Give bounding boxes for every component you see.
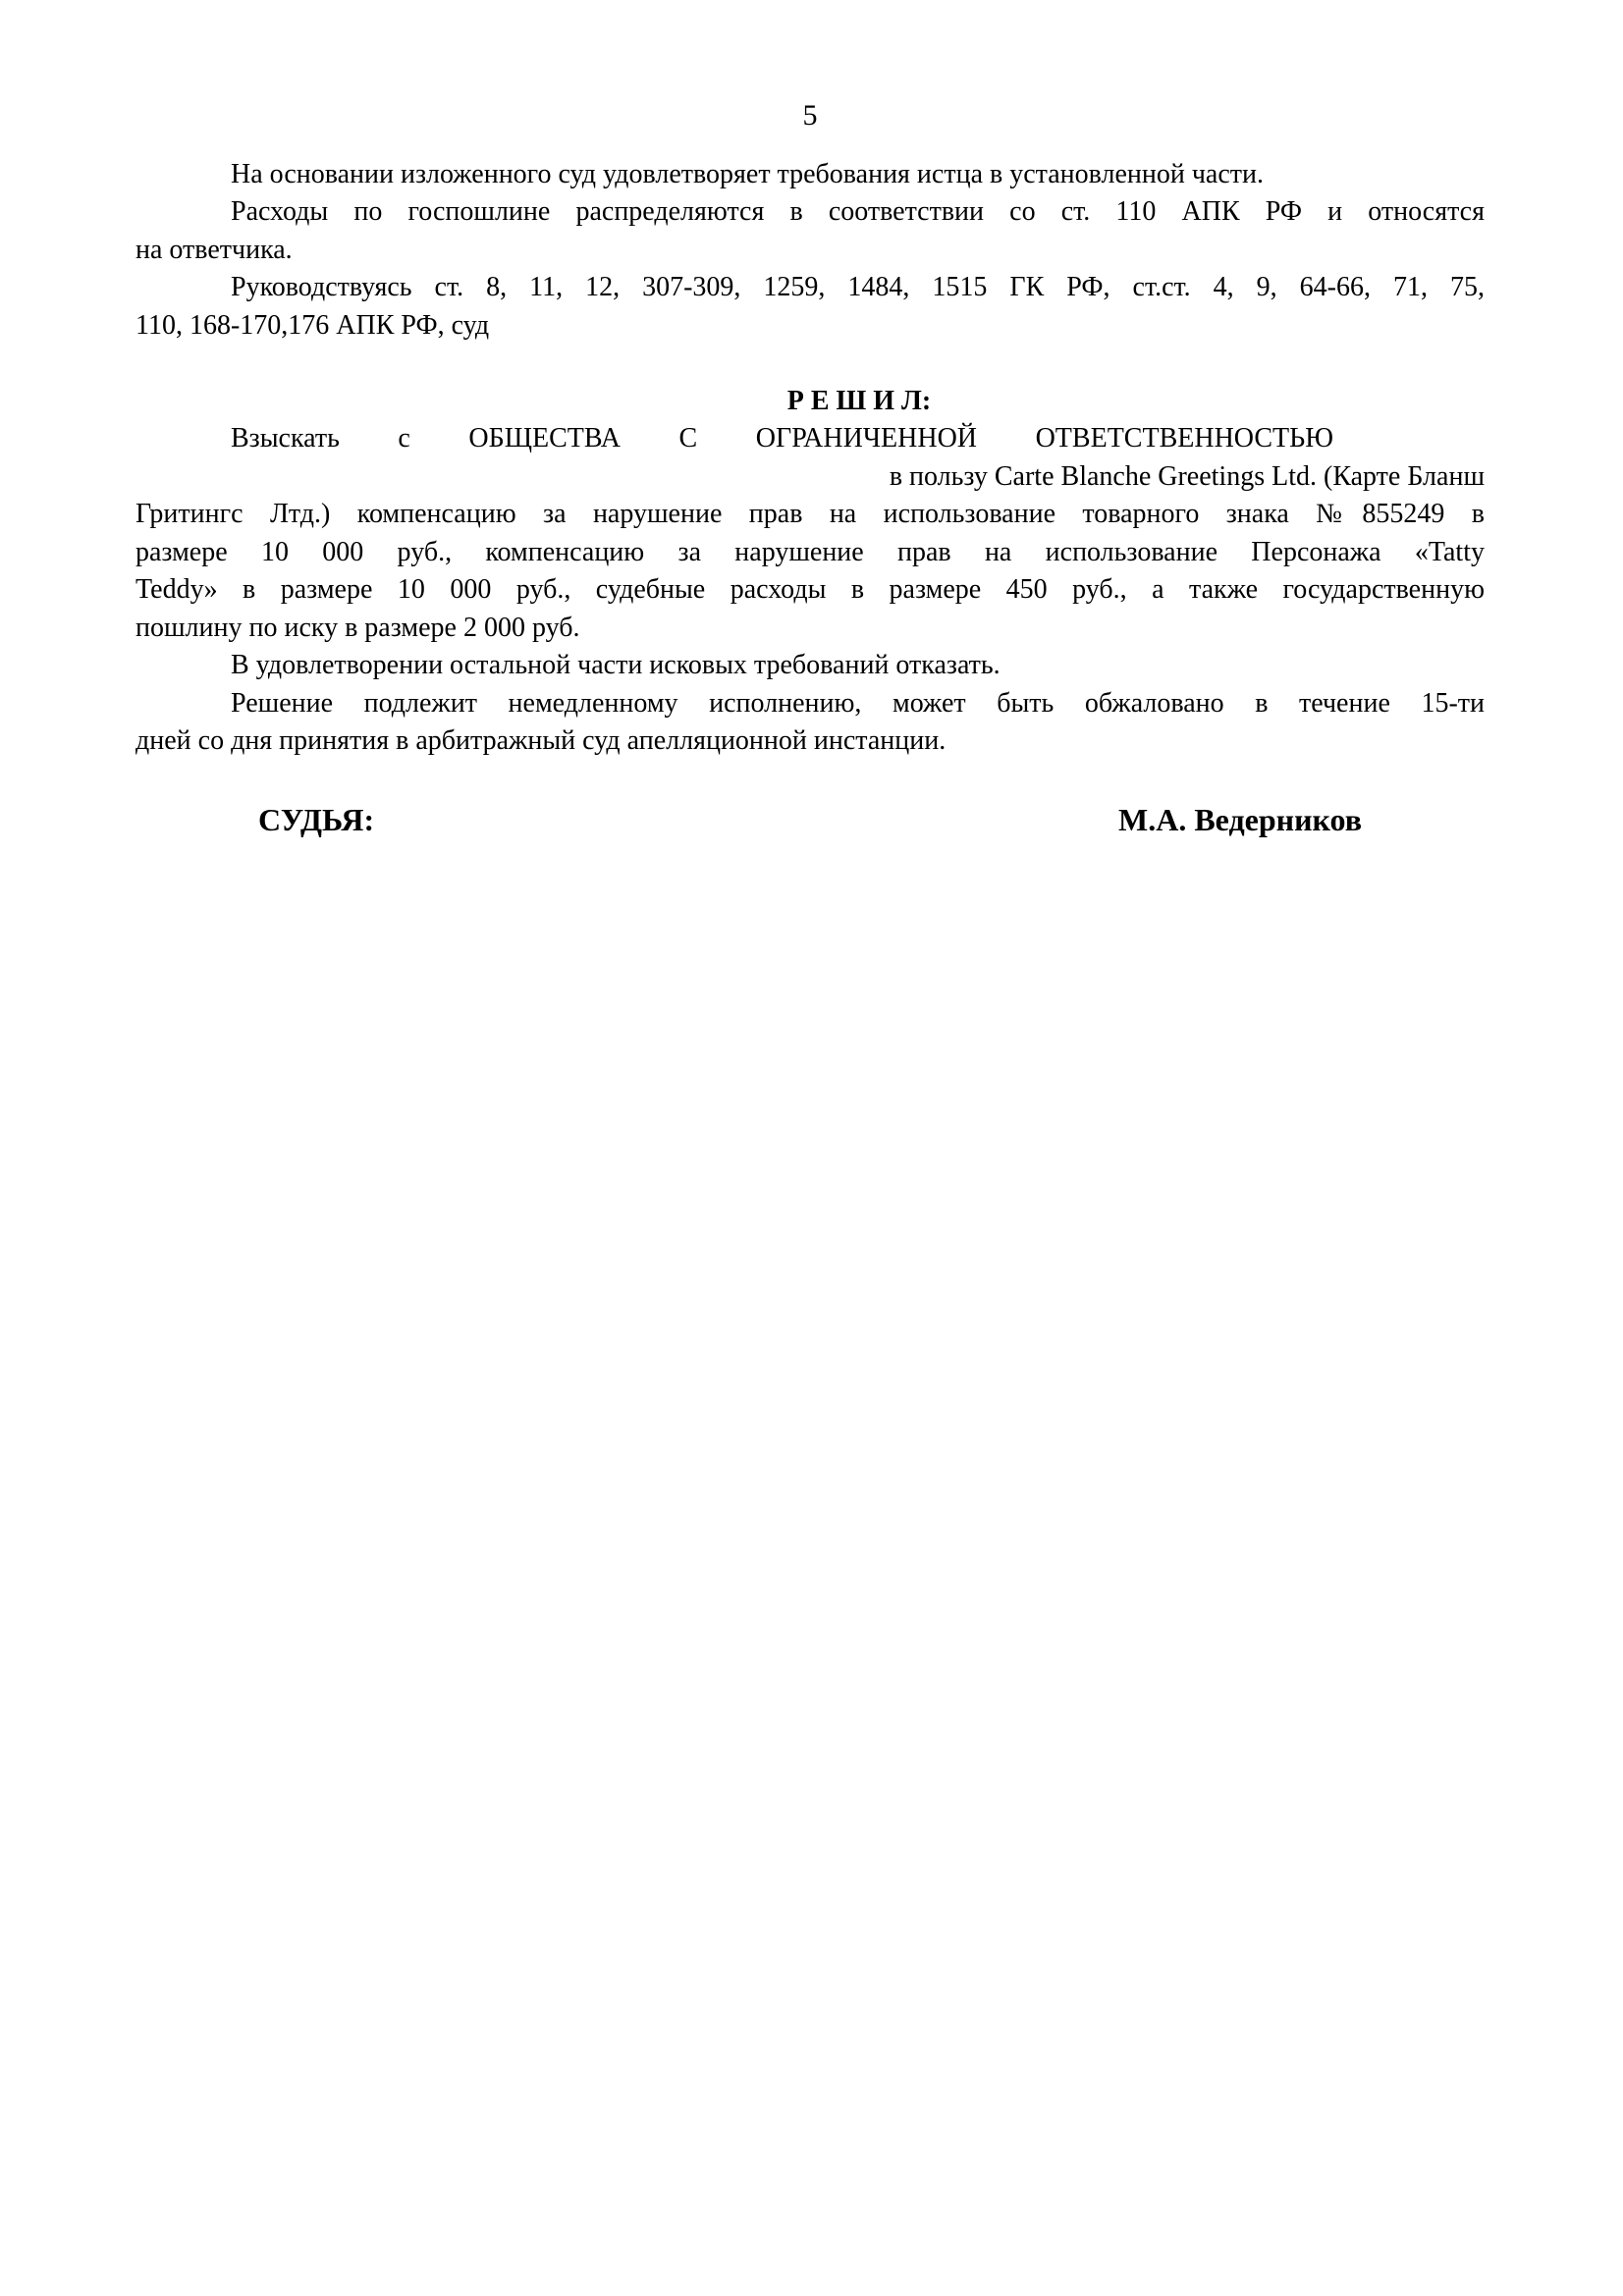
- blank-line: [135, 345, 1485, 383]
- document-line: На основании изложенного суд удовлетворяет требования истца в установленной части.: [231, 158, 1264, 189]
- document-line: на ответчика.: [135, 234, 293, 265]
- judge-label: СУДЬЯ:: [258, 802, 375, 837]
- document-line: Teddy» в размере 10 000 руб., судебные расходы в размере 450 руб., а также государственную: [135, 574, 1485, 605]
- decision-heading: Р Е Ш И Л:: [786, 385, 932, 416]
- judge-name: М.А. Ведерников: [1118, 802, 1362, 837]
- document-line: в пользу Carte Blanche Greetings Ltd. (Карте Бланш: [889, 460, 1485, 492]
- document-line: Решение подлежит немедленному исполнению, может быть обжаловано в течение 15-ти: [231, 687, 1485, 719]
- document-line: размере 10 000 руб., компенсацию за нарушение прав на использование Персонажа «Tatty: [135, 536, 1485, 567]
- document-line: В удовлетворении остальной части исковых требований отказать.: [231, 650, 1001, 680]
- blank-line: [135, 761, 1485, 799]
- document-line: Руководствуясь ст. 8, 11, 12, 307-309, 1259, 1484, 1515 ГК РФ, ст.ст. 4, 9, 64-66, 71, 75,: [231, 272, 1485, 302]
- signature-row: [135, 798, 1485, 841]
- document-line: Взыскать с ОБЩЕСТВА С ОГРАНИЧЕННОЙ ОТВЕТСТВЕННОСТЬЮ: [231, 423, 1333, 454]
- document-line: 110, 168-170,176 АПК РФ, суд: [135, 309, 490, 341]
- page-number: 5: [802, 99, 818, 132]
- document-line: пошлину по иску в размере 2 000 руб.: [135, 612, 580, 643]
- document-line: Гритингс Лтд.) компенсацию за нарушение прав на использование товарного знака №855249 в: [135, 499, 1485, 529]
- document-line: Расходы по госпошлине распределяются в соответствии со ст. 110 АПК РФ и относятся: [231, 196, 1485, 227]
- document-line: дней со дня принятия в арбитражный суд апелляционной инстанции.: [135, 725, 947, 756]
